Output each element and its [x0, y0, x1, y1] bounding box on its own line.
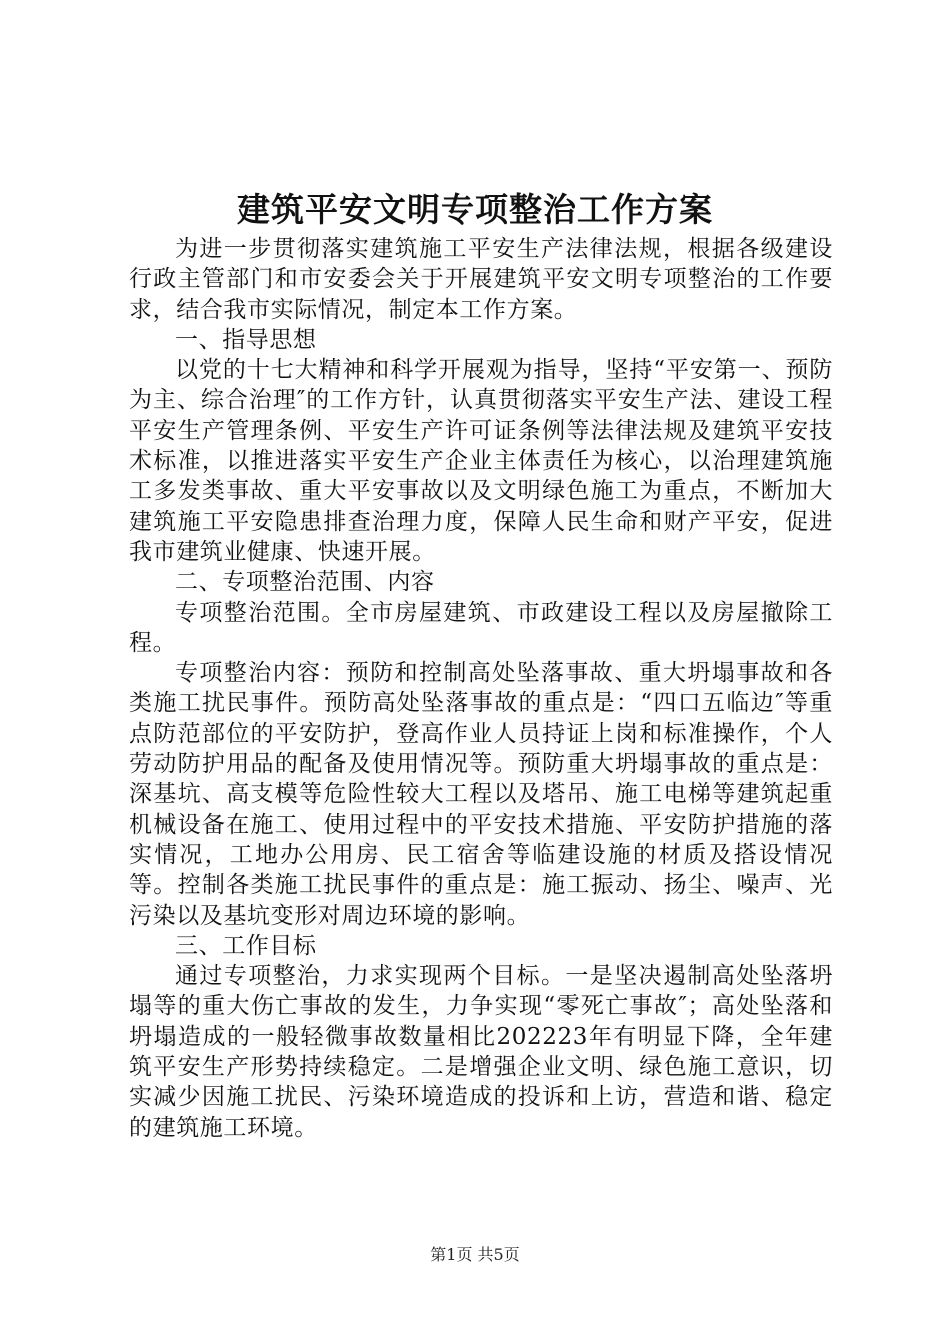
content-paragraph: 专项整治内容：预防和控制高处坠落事故、重大坍塌事故和各类施工扰民事件。预防高处坠落事故的重点是：“四口五临边″等重点防范部位的平安防护，登高作业人员持证上岗和标准操作，个人劳动防护用品的配备及使用情况等。预防重大坍塌事故的重点是：深基坑、高支模等危险性较大工程以及塔吊、施工电梯等建筑起重机械设备在施工、使用过程中的平安技术措施、平安防护措施的落实情况，工地办公用房、民工宿舍等临建设施的材质及搭设情况等。控制各类施工扰民事件的重点是：施工振动、扬尘、噪声、光污染以及基坑变形对周边环境的影响。: [129, 660, 833, 929]
section-heading-goals: 三、工作目标: [175, 932, 317, 959]
section-heading-scope-content: 二、专项整治范围、内容: [175, 569, 435, 596]
page-number-footer: 第1页 共5页: [430, 1245, 520, 1264]
document-title: 建筑平安文明专项整治工作方案: [237, 190, 713, 229]
scope-paragraph: 专项整治范围。全市房屋建筑、市政建设工程以及房屋撤除工程。: [129, 599, 833, 656]
intro-paragraph: 为进一步贯彻落实建筑施工平安生产法律法规，根据各级建设行政主管部门和市安委会关于开展建筑平安文明专项整治的工作要求，结合我市实际情况，制定本工作方案。: [129, 236, 833, 323]
document-body: [129, 234, 833, 1143]
guiding-thought-paragraph: 以党的十七大精神和科学开展观为指导，坚持“平安第一、预防为主、综合治理″的工作方针，认真贯彻落实平安生产法、建设工程平安生产管理条例、平安生产许可证条例等法律法规及建筑平安技术标准，以推进落实平安生产企业主体责任为核心，以治理建筑施工多发类事故、重大平安事故以及文明绿色施工为重点，不断加大建筑施工平安隐患排查治理力度，保障人民生命和财产平安，促进我市建筑业健康、快速开展。: [129, 357, 833, 565]
section-heading-guiding-thought: 一、指导思想: [175, 326, 317, 353]
goals-paragraph: 通过专项整治，力求实现两个目标。一是坚决遏制高处坠落坍塌等的重大伤亡事故的发生，力争实现“零死亡事故″；高处坠落和坍塌造成的一般轻微事故数量相比202223年有明显下降，全年建筑平安生产形势持续稳定。二是增强企业文明、绿色施工意识，切实减少因施工扰民、污染环境造成的投诉和上访，营造和谐、稳定的建筑施工环境。: [129, 963, 833, 1141]
